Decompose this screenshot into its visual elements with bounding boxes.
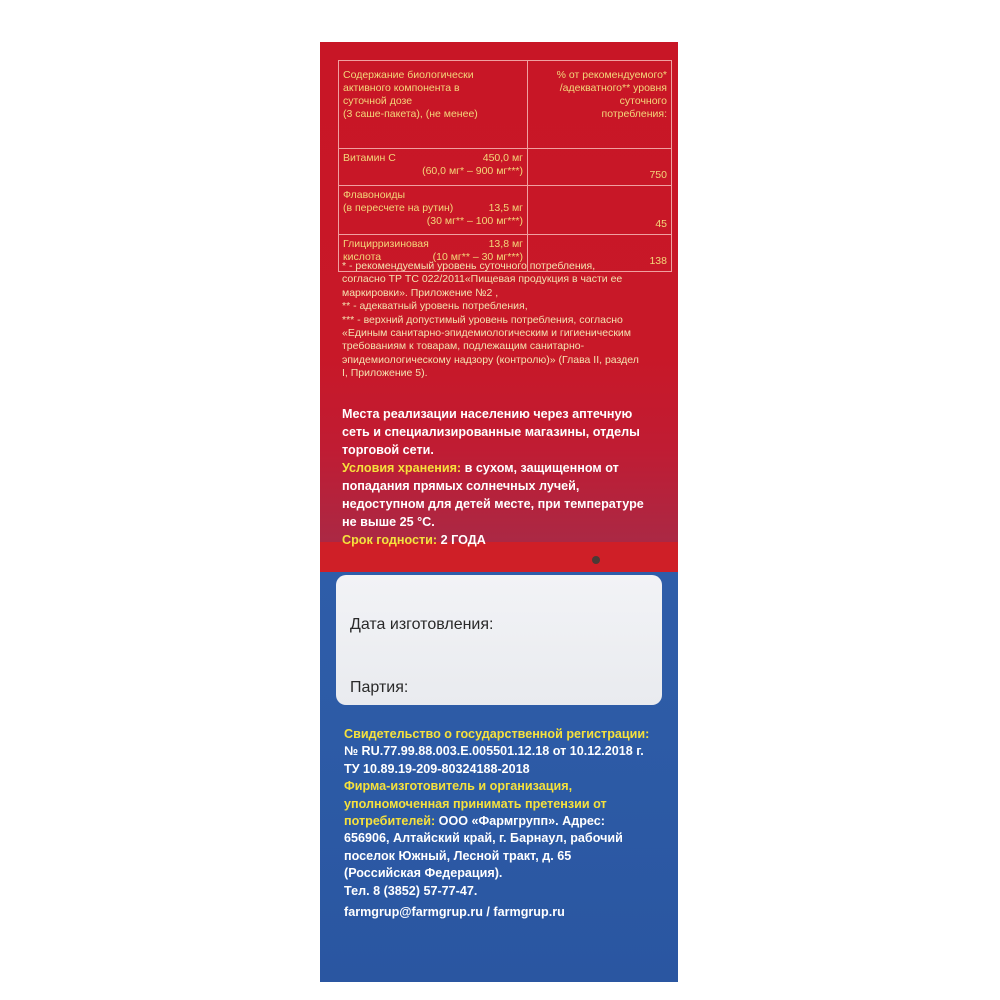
footnotes [342, 260, 660, 381]
component-amount: 450,0 мг [482, 152, 523, 164]
footnote-line: эпидемиологическому надзору (контролю)» (Глава II, раздел [342, 353, 639, 366]
header-left-line: суточной дозе [343, 95, 413, 107]
batch-info-card [336, 575, 662, 705]
shelf-life-line [342, 531, 662, 549]
header-left-line: (3 саше-пакета), (не менее) [343, 108, 478, 120]
shelf-life-value: 2 ГОДА [437, 533, 486, 547]
sales-line: Места реализации населению через аптечную [342, 407, 633, 421]
component-percent: 45 [528, 186, 672, 235]
component-range: (10 мг** – 30 мг***) [432, 251, 523, 263]
component-percent: 138 [528, 235, 672, 272]
component-name-extra: (в пересчете на рутин) [343, 202, 454, 214]
component-name-extra: кислота [343, 251, 382, 263]
ink-dot [592, 556, 600, 564]
phone: Тел. 8 (3852) 57-77-47. [344, 883, 478, 898]
shelf-life-label: Срок годности: [342, 533, 438, 547]
tu-number: ТУ 10.89.19-209-80324188-2018 [344, 761, 530, 776]
component-name: Флавоноиды [343, 189, 406, 201]
storage-line: недоступном для детей месте, при температуре [342, 497, 644, 511]
header-left-line: активного компонента в [343, 82, 460, 94]
package-panel [320, 42, 678, 982]
table-row [339, 149, 672, 186]
table-header-left [339, 61, 528, 149]
header-right-line: % от рекомендуемого* [556, 69, 667, 81]
maker-line [344, 813, 674, 830]
storage-text: в сухом, защищенном от [461, 461, 619, 475]
maker-name: ООО «Фармгрупп». Адрес: [435, 814, 605, 829]
maker-line: 656906, Алтайский край, г. Барнаул, рабочий [344, 831, 623, 846]
registration-info [344, 726, 674, 921]
component-name: Глицирризиновая [343, 238, 429, 250]
component-amount: 13,8 мг [488, 238, 523, 250]
batch-label: Партия: [350, 679, 409, 696]
header-right-line: /адекватного** уровня [559, 82, 667, 94]
sales-line: сеть и специализированные магазины, отделы [342, 425, 640, 439]
registration-number: № RU.77.99.88.003.Е.005501.12.18 от 10.12.2018 г. [344, 744, 644, 759]
header-right-line: суточного [619, 95, 667, 107]
footnote-line: «Единым санитарно-эпидемиологическим и гигиеническим [342, 327, 631, 340]
table-row [339, 186, 672, 235]
storage-line [342, 459, 662, 477]
manufacture-date-label: Дата изготовления: [350, 616, 494, 633]
footnote-line: маркировки». Приложение №2 , [342, 286, 499, 299]
table-header-right [528, 61, 672, 149]
component-range: (60,0 мг* – 900 мг***) [422, 165, 523, 177]
table-header-row [339, 61, 672, 149]
maker-label-line: уполномоченная принимать претензии от [344, 796, 607, 811]
footnote-line: I, Приложение 5). [342, 367, 428, 380]
maker-label-line: Фирма-изготовитель и организация, [344, 779, 573, 794]
composition-table [338, 60, 672, 272]
sales-storage-info [342, 405, 662, 549]
header-right-line: потребления: [601, 108, 667, 120]
maker-line: поселок Южный, Лесной тракт, д. 65 [344, 848, 572, 863]
footnote-line: *** - верхний допустимый уровень потребления, согласно [342, 313, 623, 326]
component-name: Витамин С [343, 152, 396, 164]
maker-label-line: потребителей: [344, 814, 436, 829]
footnote-line: согласно ТР ТС 022/2011«Пищевая продукция в части ее [342, 273, 623, 286]
storage-label: Условия хранения: [342, 461, 462, 475]
row-component [339, 186, 528, 235]
row-component [339, 149, 528, 186]
storage-line: попадания прямых солнечных лучей, [342, 479, 580, 493]
contacts-line: farmgrup@farmgrup.ru / farmgrup.ru [344, 905, 565, 920]
footnote-line: требованиям к товарам, подлежащим санитарно- [342, 340, 585, 353]
header-left-line: Содержание биологически [343, 69, 474, 81]
sales-line: торговой сети. [342, 443, 434, 457]
storage-line: не выше 25 °С. [342, 515, 435, 529]
component-amount: 13,5 мг [488, 202, 523, 214]
footnote-line: * - рекомендуемый уровень суточного потребления, [342, 260, 596, 272]
component-percent: 750 [528, 149, 672, 186]
registration-label: Свидетельство о государственной регистрации: [344, 727, 650, 741]
footnote-line: ** - адекватный уровень потребления, [342, 300, 528, 313]
component-range: (30 мг** – 100 мг***) [426, 215, 523, 227]
maker-line: (Российская Федерация). [344, 866, 503, 881]
